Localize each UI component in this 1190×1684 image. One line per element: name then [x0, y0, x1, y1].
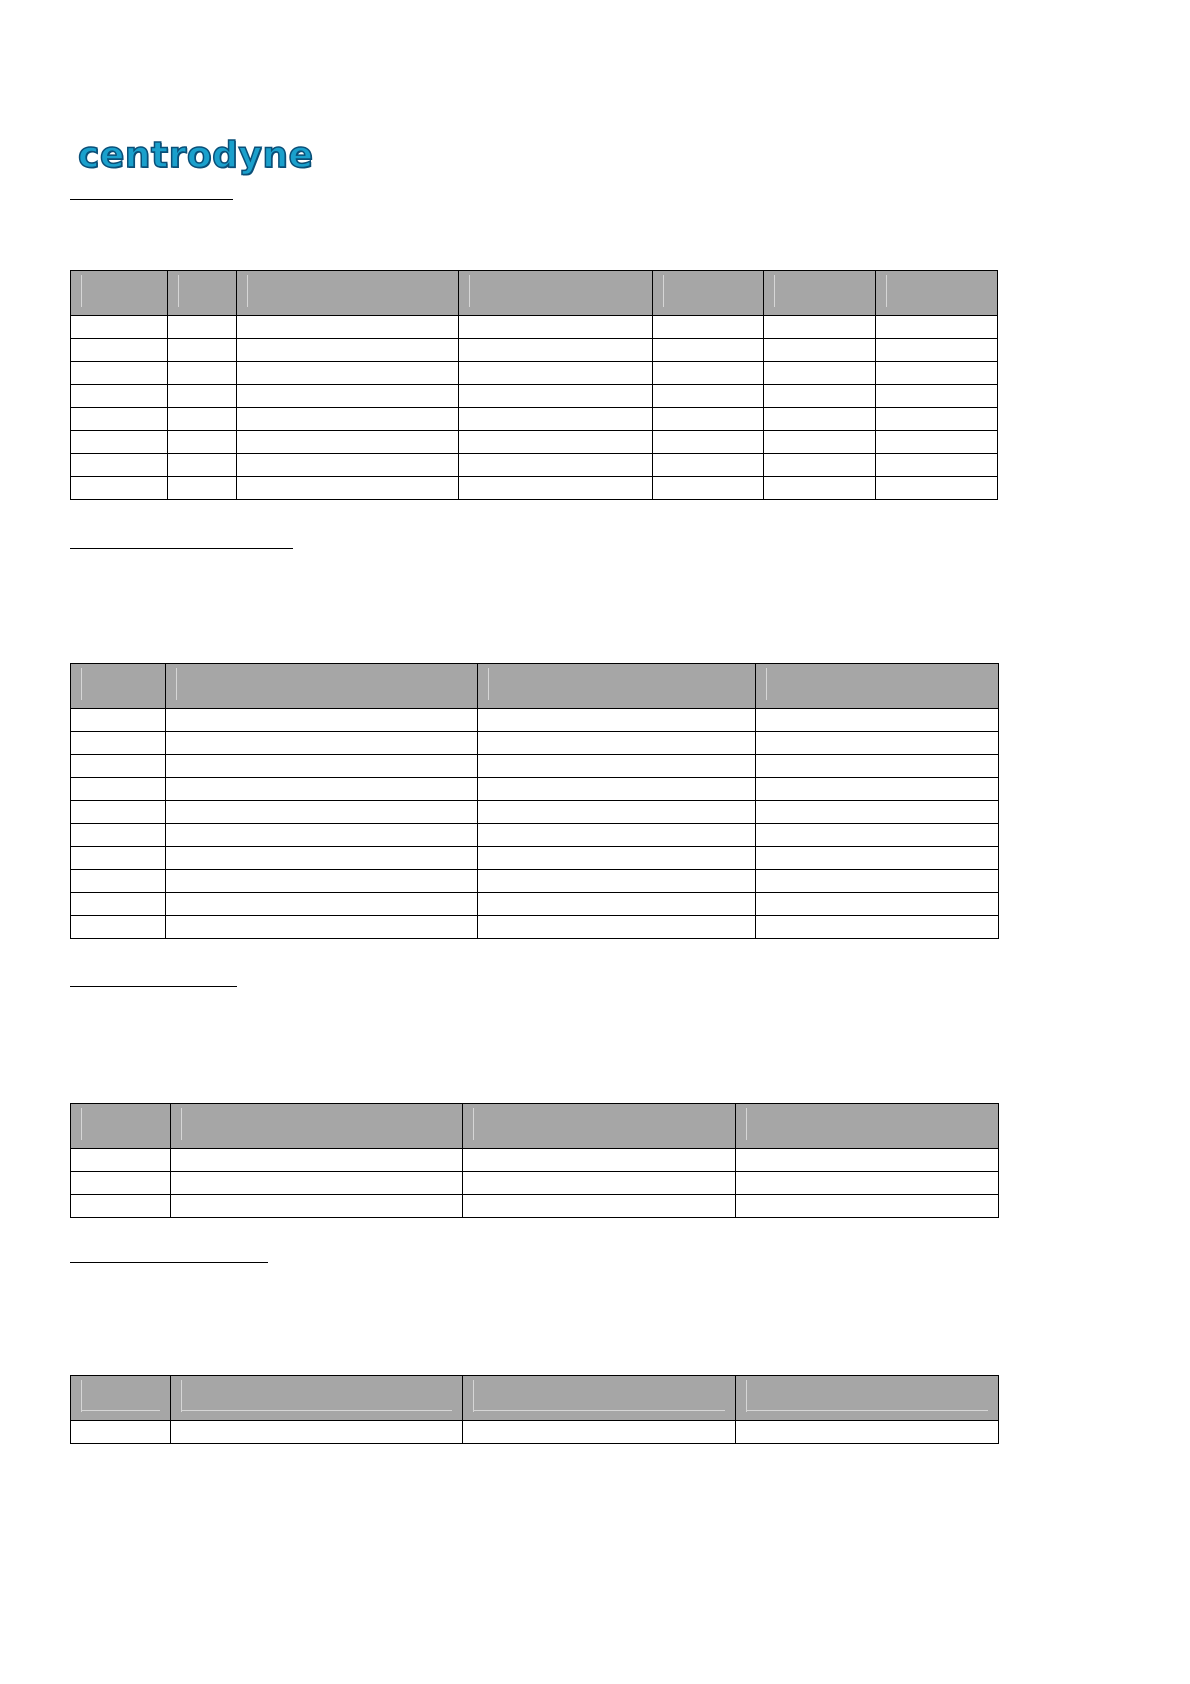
table-cell	[764, 431, 876, 454]
table-cell	[171, 1172, 463, 1195]
table-cell	[71, 824, 166, 847]
table-cell	[756, 732, 999, 755]
table-cell	[876, 477, 998, 500]
table-row	[71, 431, 998, 454]
table-cell	[756, 801, 999, 824]
table-cell	[876, 408, 998, 431]
table-cell	[71, 755, 166, 778]
header-cell	[736, 1376, 999, 1421]
table-cell	[168, 477, 237, 500]
table-cell	[463, 1195, 736, 1218]
header-cell	[237, 271, 459, 316]
table-3	[70, 1103, 999, 1218]
section-heading-rule-4	[70, 1262, 268, 1263]
table-cell	[764, 477, 876, 500]
table-cell	[71, 1421, 171, 1444]
table-cell	[171, 1149, 463, 1172]
table-cell	[653, 385, 764, 408]
table-cell	[71, 362, 168, 385]
table-cell	[756, 870, 999, 893]
table-cell	[478, 732, 756, 755]
table-cell	[876, 454, 998, 477]
table-cell	[71, 339, 168, 362]
table-row	[71, 732, 999, 755]
table-cell	[736, 1195, 999, 1218]
table-cell	[171, 1195, 463, 1218]
table-cell	[166, 824, 478, 847]
table-row	[71, 339, 998, 362]
table-cell	[756, 847, 999, 870]
header-cell	[459, 271, 653, 316]
table-cell	[171, 1421, 463, 1444]
table-cell	[166, 732, 478, 755]
table-cell	[459, 408, 653, 431]
table-header-row	[71, 664, 999, 709]
table-row	[71, 870, 999, 893]
table-cell	[876, 316, 998, 339]
table-row	[71, 801, 999, 824]
table-cell	[736, 1149, 999, 1172]
table-cell	[876, 339, 998, 362]
table-cell	[166, 778, 478, 801]
table-header-row	[71, 1104, 999, 1149]
table-cell	[166, 755, 478, 778]
table-cell	[71, 732, 166, 755]
table-row	[71, 362, 998, 385]
table-cell	[478, 916, 756, 939]
table-cell	[237, 477, 459, 500]
table-cell	[478, 778, 756, 801]
table-cell	[71, 385, 168, 408]
table-cell	[459, 362, 653, 385]
table-row	[71, 916, 999, 939]
table-cell	[166, 916, 478, 939]
table-cell	[756, 709, 999, 732]
table-cell	[463, 1421, 736, 1444]
table-cell	[756, 778, 999, 801]
table-header-row	[71, 271, 998, 316]
table-cell	[71, 477, 168, 500]
table-cell	[736, 1421, 999, 1444]
table-cell	[237, 339, 459, 362]
table-row	[71, 477, 998, 500]
table-row	[71, 1172, 999, 1195]
header-cell	[71, 1104, 171, 1149]
table-cell	[653, 431, 764, 454]
table-cell	[653, 362, 764, 385]
table-cell	[876, 431, 998, 454]
table-cell	[764, 316, 876, 339]
table-cell	[756, 916, 999, 939]
table-cell	[71, 1149, 171, 1172]
table-row	[71, 1149, 999, 1172]
header-cell	[653, 271, 764, 316]
table-cell	[166, 801, 478, 824]
table-row	[71, 454, 998, 477]
table-cell	[71, 870, 166, 893]
table-cell	[459, 385, 653, 408]
table-1	[70, 270, 998, 500]
table-row	[71, 316, 998, 339]
table-cell	[168, 408, 237, 431]
table-cell	[168, 362, 237, 385]
table-cell	[736, 1172, 999, 1195]
header-cell	[166, 664, 478, 709]
table-cell	[71, 709, 166, 732]
table-row	[71, 709, 999, 732]
table-row	[71, 893, 999, 916]
table-cell	[71, 431, 168, 454]
table-2	[70, 663, 999, 939]
table-cell	[459, 454, 653, 477]
table-cell	[478, 709, 756, 732]
table-cell	[71, 916, 166, 939]
header-cell	[736, 1104, 999, 1149]
header-cell	[478, 664, 756, 709]
table-cell	[168, 454, 237, 477]
table-cell	[168, 339, 237, 362]
centrodyne-logo: centrodyne	[78, 135, 314, 176]
table-cell	[168, 385, 237, 408]
table-cell	[756, 755, 999, 778]
table-cell	[459, 431, 653, 454]
table-row	[71, 1195, 999, 1218]
table-cell	[478, 755, 756, 778]
header-cell	[876, 271, 998, 316]
table-cell	[478, 870, 756, 893]
header-cell	[756, 664, 999, 709]
table-row	[71, 755, 999, 778]
header-cell	[71, 271, 168, 316]
table-cell	[756, 893, 999, 916]
table-cell	[459, 316, 653, 339]
table-cell	[71, 801, 166, 824]
table-row	[71, 778, 999, 801]
table-cell	[764, 408, 876, 431]
table-cell	[71, 316, 168, 339]
header-cell	[463, 1376, 736, 1421]
table-cell	[168, 316, 237, 339]
table-cell	[71, 847, 166, 870]
table-cell	[71, 1172, 171, 1195]
table-cell	[764, 339, 876, 362]
table-cell	[764, 362, 876, 385]
section-heading-rule-1	[70, 199, 233, 200]
table-row	[71, 824, 999, 847]
table-cell	[764, 385, 876, 408]
table-cell	[166, 893, 478, 916]
table-cell	[168, 431, 237, 454]
table-row	[71, 385, 998, 408]
header-cell	[171, 1104, 463, 1149]
table-cell	[653, 316, 764, 339]
header-cell	[764, 271, 876, 316]
table-row	[71, 408, 998, 431]
header-cell	[168, 271, 237, 316]
table-cell	[764, 454, 876, 477]
table-cell	[876, 385, 998, 408]
table-cell	[478, 801, 756, 824]
table-cell	[237, 454, 459, 477]
table-cell	[478, 893, 756, 916]
table-row	[71, 1421, 999, 1444]
table-cell	[166, 709, 478, 732]
table-cell	[237, 408, 459, 431]
header-cell	[71, 664, 166, 709]
table-cell	[756, 824, 999, 847]
table-cell	[876, 362, 998, 385]
table-header-row	[71, 1376, 999, 1421]
table-cell	[237, 316, 459, 339]
table-cell	[478, 847, 756, 870]
table-4	[70, 1375, 999, 1444]
table-cell	[653, 408, 764, 431]
section-heading-rule-2	[70, 548, 293, 549]
table-cell	[237, 362, 459, 385]
table-cell	[71, 778, 166, 801]
table-cell	[478, 824, 756, 847]
table-cell	[653, 477, 764, 500]
table-cell	[71, 408, 168, 431]
table-cell	[237, 385, 459, 408]
header-cell	[171, 1376, 463, 1421]
table-cell	[463, 1149, 736, 1172]
table-cell	[166, 870, 478, 893]
table-cell	[653, 454, 764, 477]
table-row	[71, 847, 999, 870]
table-cell	[459, 339, 653, 362]
table-cell	[237, 431, 459, 454]
table-cell	[653, 339, 764, 362]
header-cell	[71, 1376, 171, 1421]
table-cell	[71, 1195, 171, 1218]
header-cell	[463, 1104, 736, 1149]
section-heading-rule-3	[70, 986, 237, 987]
table-cell	[71, 893, 166, 916]
table-cell	[459, 477, 653, 500]
table-cell	[71, 454, 168, 477]
table-cell	[166, 847, 478, 870]
table-cell	[463, 1172, 736, 1195]
